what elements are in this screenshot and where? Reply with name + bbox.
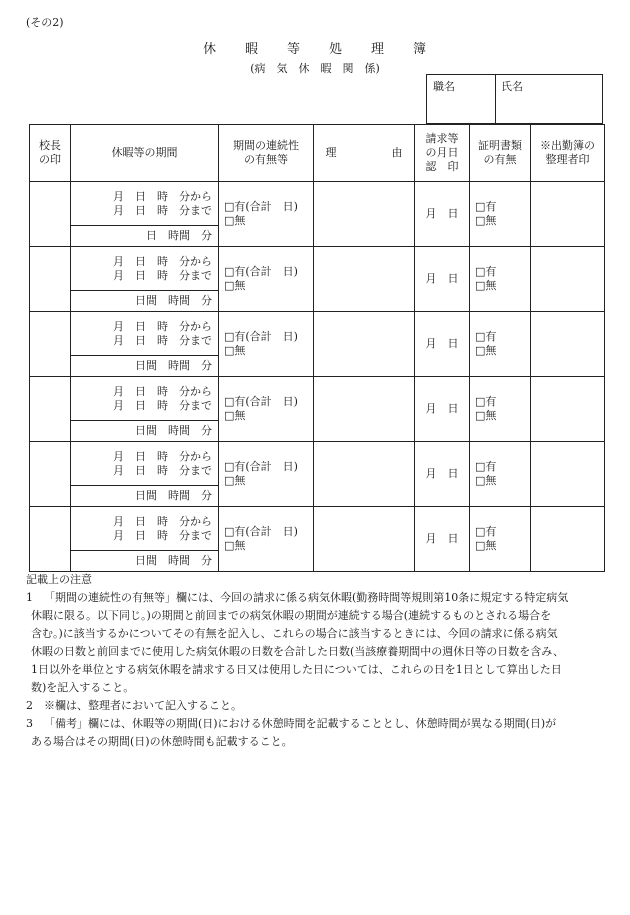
principal-seal-cell[interactable] <box>30 442 71 507</box>
note-number: 2 <box>26 699 33 712</box>
continuity-no-checkbox[interactable]: □無 <box>224 539 246 552</box>
note-line: 「備考」欄には、休暇等の期間(日)における休憩時間を記載することとし、休憩時間が異なる期間(日)が <box>44 717 557 730</box>
continuity-cell[interactable] <box>219 377 314 442</box>
header-attendance-clerk: ※出勤簿の 整理者印 <box>531 125 605 182</box>
signature-box <box>426 74 603 124</box>
period-total-cell[interactable]: 日間 時間 分 <box>71 551 219 572</box>
period-times-cell[interactable] <box>71 312 219 356</box>
period-from: 月 日 時 分から <box>113 189 212 203</box>
period-total-cell[interactable]: 日間 時間 分 <box>71 291 219 312</box>
principal-seal-cell[interactable] <box>30 507 71 572</box>
period-to: 月 日 時 分まで <box>113 333 212 347</box>
header-principal-seal: 校長 の印 <box>30 125 71 182</box>
certificate-no-checkbox[interactable]: □無 <box>475 539 497 552</box>
period-total-cell[interactable]: 日間 時間 分 <box>71 356 219 377</box>
note-item <box>26 589 606 697</box>
continuity-no-checkbox[interactable]: □無 <box>224 409 246 422</box>
note-line: ※欄は、整理者において記入すること。 <box>44 699 242 712</box>
continuity-yes-checkbox[interactable]: □有(合計 日) <box>224 460 298 473</box>
period-times-cell[interactable] <box>71 247 219 291</box>
continuity-cell[interactable] <box>219 507 314 572</box>
continuity-yes-checkbox[interactable]: □有(合計 日) <box>224 265 298 278</box>
period-from: 月 日 時 分から <box>113 319 212 333</box>
principal-seal-cell[interactable] <box>30 377 71 442</box>
header-certificate: 証明書類 の有無 <box>470 125 531 182</box>
request-date-cell[interactable]: 月 日 <box>415 247 470 312</box>
certificate-yes-checkbox[interactable]: □有 <box>475 460 497 473</box>
period-to: 月 日 時 分まで <box>113 528 212 542</box>
attendance-clerk-cell[interactable] <box>531 312 605 377</box>
period-times-cell[interactable] <box>71 507 219 551</box>
certificate-cell[interactable] <box>470 442 531 507</box>
certificate-yes-checkbox[interactable]: □有 <box>475 200 497 213</box>
continuity-no-checkbox[interactable]: □無 <box>224 279 246 292</box>
reason-cell[interactable] <box>314 507 415 572</box>
certificate-no-checkbox[interactable]: □無 <box>475 474 497 487</box>
name-label: 氏名 <box>501 80 523 93</box>
certificate-no-checkbox[interactable]: □無 <box>475 279 497 292</box>
attendance-clerk-cell[interactable] <box>531 247 605 312</box>
request-date-cell[interactable]: 月 日 <box>415 507 470 572</box>
note-line: 含む。)に該当するかについてその有無を記入し、これらの場合に該当するときには、今回の請求に係る病気 <box>31 627 558 640</box>
reason-cell[interactable] <box>314 182 415 247</box>
post-label: 職名 <box>433 80 455 93</box>
attendance-clerk-cell[interactable] <box>531 507 605 572</box>
request-date-cell[interactable]: 月 日 <box>415 442 470 507</box>
note-line: 休暇に限る。以下同じ。)の期間と前回までの病気休暇の期間が連続する場合(連続するものとされる場合を <box>31 609 552 622</box>
header-period: 休暇等の期間 <box>71 125 219 182</box>
period-total-cell[interactable]: 日 時間 分 <box>71 226 219 247</box>
header-continuity: 期間の連続性 の有無等 <box>219 125 314 182</box>
period-total-cell[interactable]: 日間 時間 分 <box>71 421 219 442</box>
period-total-cell[interactable]: 日間 時間 分 <box>71 486 219 507</box>
note-line: ある場合はその期間(日)の休憩時間も記載すること。 <box>31 735 293 748</box>
note-line: 数)を記入すること。 <box>31 681 135 694</box>
note-line: 1日以外を単位とする病気休暇を請求する日又は使用した日については、これらの日を1日として算出した日 <box>31 663 562 676</box>
table-row <box>30 442 605 486</box>
table-row <box>30 247 605 291</box>
header-reason: 理 由 <box>314 125 415 182</box>
continuity-yes-checkbox[interactable]: □有(合計 日) <box>224 330 298 343</box>
certificate-cell[interactable] <box>470 507 531 572</box>
period-to: 月 日 時 分まで <box>113 463 212 477</box>
period-to: 月 日 時 分まで <box>113 268 212 282</box>
notes-section <box>26 571 606 751</box>
certificate-cell[interactable] <box>470 247 531 312</box>
page-label: (その2) <box>26 16 64 29</box>
certificate-yes-checkbox[interactable]: □有 <box>475 395 497 408</box>
certificate-yes-checkbox[interactable]: □有 <box>475 330 497 343</box>
certificate-cell[interactable] <box>470 312 531 377</box>
period-from: 月 日 時 分から <box>113 384 212 398</box>
continuity-no-checkbox[interactable]: □無 <box>224 344 246 357</box>
certificate-cell[interactable] <box>470 182 531 247</box>
attendance-clerk-cell[interactable] <box>531 377 605 442</box>
period-to: 月 日 時 分まで <box>113 203 212 217</box>
continuity-yes-checkbox[interactable]: □有(合計 日) <box>224 200 298 213</box>
request-date-cell[interactable]: 月 日 <box>415 312 470 377</box>
request-date-cell[interactable]: 月 日 <box>415 377 470 442</box>
reason-cell[interactable] <box>314 247 415 312</box>
period-from: 月 日 時 分から <box>113 449 212 463</box>
continuity-yes-checkbox[interactable]: □有(合計 日) <box>224 395 298 408</box>
period-times-cell[interactable] <box>71 442 219 486</box>
certificate-yes-checkbox[interactable]: □有 <box>475 265 497 278</box>
note-item <box>26 715 606 751</box>
continuity-cell[interactable] <box>219 182 314 247</box>
reason-cell[interactable] <box>314 377 415 442</box>
page-subtitle: (病 気 休 暇 関 係) <box>250 62 380 75</box>
continuity-no-checkbox[interactable]: □無 <box>224 214 246 227</box>
leave-record-table <box>29 124 605 572</box>
table-row <box>30 507 605 551</box>
period-times-cell[interactable] <box>71 182 219 226</box>
period-to: 月 日 時 分まで <box>113 398 212 412</box>
note-line: 「期間の連続性の有無等」欄には、今回の請求に係る病気休暇(勤務時間等規則第10条に規定する特定病気 <box>44 591 569 604</box>
continuity-yes-checkbox[interactable]: □有(合計 日) <box>224 525 298 538</box>
notes-heading: 記載上の注意 <box>26 573 92 586</box>
continuity-cell[interactable] <box>219 442 314 507</box>
note-line: 休暇の日数と前回までに使用した病気休暇の日数を合計した日数(当該療養期間中の週休日等の日数を含み、 <box>31 645 564 658</box>
certificate-no-checkbox[interactable]: □無 <box>475 214 497 227</box>
period-from: 月 日 時 分から <box>113 254 212 268</box>
continuity-cell[interactable] <box>219 247 314 312</box>
continuity-cell[interactable] <box>219 312 314 377</box>
note-item <box>26 697 606 715</box>
note-number: 3 <box>26 717 33 730</box>
principal-seal-cell[interactable] <box>30 182 71 247</box>
reason-cell[interactable] <box>314 312 415 377</box>
continuity-no-checkbox[interactable]: □無 <box>224 474 246 487</box>
certificate-no-checkbox[interactable]: □無 <box>475 409 497 422</box>
period-times-cell[interactable] <box>71 377 219 421</box>
certificate-cell[interactable] <box>470 377 531 442</box>
request-date-cell[interactable]: 月 日 <box>415 182 470 247</box>
header-request-date: 請求等 の月日 認 印 <box>415 125 470 182</box>
certificate-yes-checkbox[interactable]: □有 <box>475 525 497 538</box>
period-from: 月 日 時 分から <box>113 514 212 528</box>
certificate-no-checkbox[interactable]: □無 <box>475 344 497 357</box>
table-row <box>30 182 605 226</box>
table-row <box>30 377 605 421</box>
reason-cell[interactable] <box>314 442 415 507</box>
attendance-clerk-cell[interactable] <box>531 442 605 507</box>
principal-seal-cell[interactable] <box>30 312 71 377</box>
principal-seal-cell[interactable] <box>30 247 71 312</box>
note-number: 1 <box>26 591 33 604</box>
attendance-clerk-cell[interactable] <box>531 182 605 247</box>
page-title: 休 暇 等 処 理 簿 <box>202 42 427 57</box>
table-row <box>30 312 605 356</box>
